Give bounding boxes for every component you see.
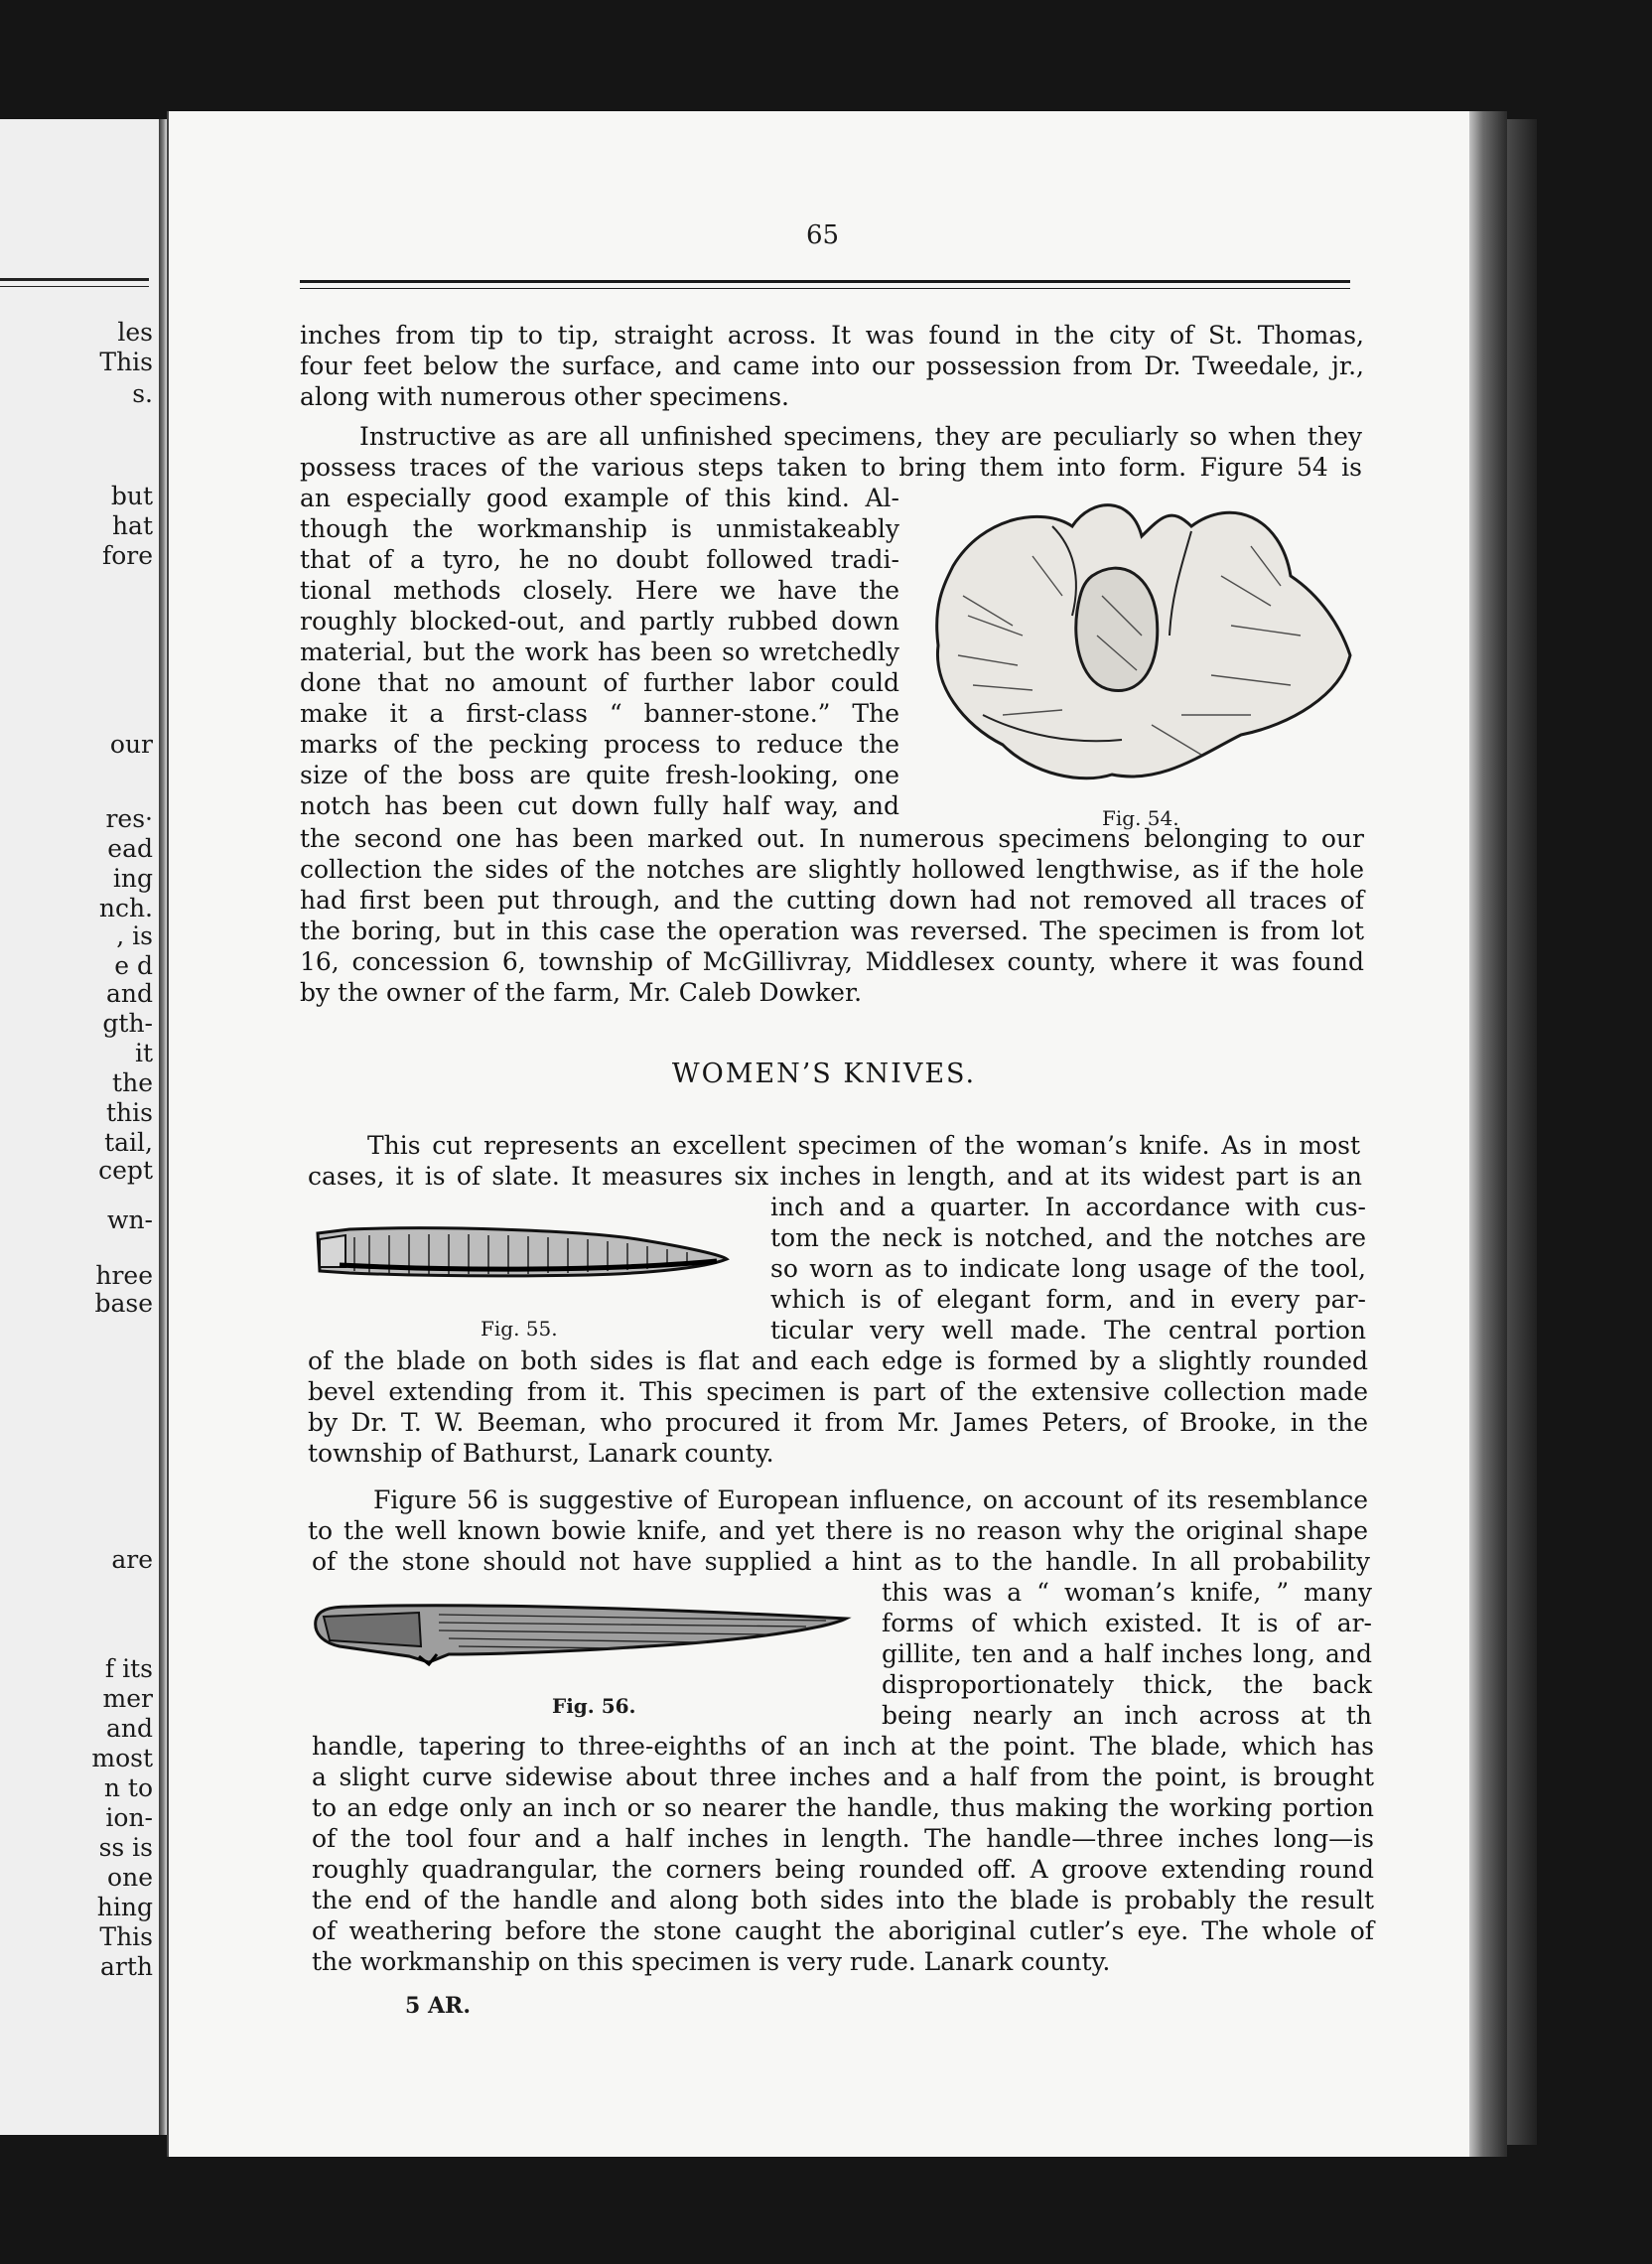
text-line: marks of the pecking process to reduce the <box>300 730 899 759</box>
text-line: cases, it is of slate. It measures six inches in length, and at its widest part is an <box>308 1162 1362 1191</box>
left-page-text-fragment: ing <box>112 864 153 893</box>
left-page-text-fragment: n to <box>103 1773 153 1802</box>
text-line: make it a first-class “ banner-stone.” The <box>300 699 899 728</box>
text-line: disproportionately thick, the back <box>882 1670 1372 1699</box>
text-line: roughly blocked-out, and partly rubbed down <box>300 607 899 636</box>
left-page-text-fragment: hat <box>111 511 153 540</box>
figure-55-caption: Fig. 55. <box>481 1317 558 1341</box>
text-line: This cut represents an excellent specimen of the woman’s knife. As in most <box>367 1131 1360 1160</box>
left-page-text-fragment: base <box>94 1289 153 1318</box>
text-line: Instructive as are all unfinished specimens, they are peculiarly so when they <box>359 422 1362 451</box>
text-line: a slight curve sidewise about three inches and a half from the point, is brought <box>312 1763 1374 1791</box>
text-line: the end of the handle and along both sides into the blade is probably the result <box>312 1886 1374 1914</box>
text-line: an especially good example of this kind. Al- <box>300 484 899 512</box>
text-line: notch has been cut down fully half way, and <box>300 791 899 820</box>
header-rule <box>300 280 1350 283</box>
text-line: though the workmanship is unmistakeably <box>300 514 899 543</box>
left-page-text-fragment: les <box>117 318 153 347</box>
left-page-text-fragment: wn- <box>107 1205 153 1234</box>
text-line: 16, concession 6, township of McGillivray, Middlesex county, where it was found <box>300 947 1364 976</box>
text-line: collection the sides of the notches are slightly hollowed lengthwise, as if the hole <box>300 855 1364 884</box>
book-edge <box>1507 119 1537 2145</box>
left-page-rule <box>0 286 149 287</box>
text-line: the boring, but in this case the operation was reversed. The specimen is from lot <box>300 917 1364 945</box>
text-line: that of a tyro, he no doubt followed tradi- <box>300 545 899 574</box>
text-line: by the owner of the farm, Mr. Caleb Dowker. <box>300 978 863 1007</box>
gutter <box>159 119 167 2135</box>
figure-56-caption: Fig. 56. <box>552 1694 636 1718</box>
text-line: roughly quadrangular, the corners being rounded off. A groove extending round <box>312 1855 1374 1884</box>
left-page-text-fragment: and <box>105 979 153 1008</box>
figure-56-bowie-knife <box>310 1599 856 1678</box>
text-line: possess traces of the various steps taken to bring them into form. Figure 54 is <box>300 453 1362 482</box>
left-page-text-fragment: tail, <box>104 1128 153 1157</box>
text-line: handle, tapering to three-eighths of an inch at the point. The blade, which has <box>312 1732 1374 1761</box>
text-line: done that no amount of further labor could <box>300 668 899 697</box>
left-page-text-fragment: this <box>106 1098 153 1127</box>
left-page-text-fragment: are <box>111 1545 153 1574</box>
text-line: of the stone should not have supplied a hint as to the handle. In all probability <box>312 1547 1370 1576</box>
left-page-text-fragment: ion- <box>105 1803 153 1832</box>
left-page-text-fragment: and <box>105 1714 153 1743</box>
text-line: by Dr. T. W. Beeman, who procured it from Mr. James Peters, of Brooke, in the <box>308 1408 1368 1437</box>
left-page-text-fragment: f its <box>104 1654 153 1683</box>
text-line: which is of elegant form, and in every par- <box>770 1285 1366 1314</box>
section-heading: WOMEN’S KNIVES. <box>671 1059 977 1089</box>
left-page-rule <box>0 278 149 281</box>
header-rule-thin <box>300 288 1350 289</box>
text-line: so worn as to indicate long usage of the tool, <box>770 1254 1366 1283</box>
banner-stone-illustration <box>923 487 1360 804</box>
left-page-text-fragment: one <box>107 1863 153 1892</box>
bowie-knife-illustration <box>310 1599 856 1678</box>
left-page-text-fragment: the <box>112 1068 153 1097</box>
text-line: size of the boss are quite fresh-looking, one <box>300 761 899 789</box>
text-line: tional methods closely. Here we have the <box>300 576 899 605</box>
left-page-text-fragment: e d <box>114 951 153 980</box>
figure-54-caption: Fig. 54. <box>1102 806 1179 830</box>
text-line: the workmanship on this specimen is very rude. Lanark county. <box>312 1947 1111 1976</box>
text-line: being nearly an inch across at th <box>882 1701 1372 1730</box>
left-page-text-fragment: hing <box>96 1893 153 1921</box>
left-page-text-fragment: but <box>110 482 153 510</box>
left-page-text-fragment: fore <box>101 541 153 570</box>
left-page-fragment <box>0 119 159 2135</box>
left-page-text-fragment: hree <box>95 1261 153 1290</box>
text-line: bevel extending from it. This specimen is part of the extensive collection made <box>308 1377 1368 1406</box>
text-line: the second one has been marked out. In numerous specimens belonging to our <box>300 824 1364 853</box>
text-line: ticular very well made. The central portion <box>770 1316 1366 1344</box>
text-line: township of Bathurst, Lanark county. <box>308 1439 774 1468</box>
text-line: of the blade on both sides is flat and each edge is formed by a slightly rounded <box>308 1346 1368 1375</box>
text-line: to an edge only an inch or so nearer the handle, thus making the working portion <box>312 1793 1374 1822</box>
text-line: inches from tip to tip, straight across. It was found in the city of St. Thomas, <box>300 321 1364 350</box>
text-line: this was a “ woman’s knife, ” many <box>882 1578 1372 1607</box>
left-page-text-fragment: mer <box>102 1684 153 1713</box>
left-page-text-fragment: s. <box>132 379 153 408</box>
text-line: forms of which existed. It is of ar- <box>882 1609 1372 1637</box>
figure-54-banner-stone <box>923 487 1360 804</box>
text-line: inch and a quarter. In accordance with cus- <box>770 1193 1366 1221</box>
left-page-text-fragment: most <box>91 1744 153 1772</box>
text-line: along with numerous other specimens. <box>300 382 789 411</box>
left-page-text-fragment: res· <box>105 804 153 833</box>
text-line: Figure 56 is suggestive of European influence, on account of its resemblance <box>373 1486 1368 1514</box>
left-page-text-fragment: it <box>134 1039 153 1067</box>
text-line: to the well known bowie knife, and yet there is no reason why the original shape <box>308 1516 1368 1545</box>
figure-55-slate-knife <box>310 1215 737 1295</box>
text-line: of weathering before the stone caught the aboriginal cutler’s eye. The whole of <box>312 1916 1374 1945</box>
left-page-text-fragment: This <box>99 348 153 376</box>
text-line: four feet below the surface, and came into our possession from Dr. Tweedale, jr., <box>300 352 1364 380</box>
left-page-text-fragment: gth- <box>102 1009 153 1038</box>
text-line: material, but the work has been so wretchedly <box>300 637 899 666</box>
page-number: 65 <box>806 220 840 250</box>
signature-mark: 5 AR. <box>405 1993 471 2019</box>
text-line: gillite, ten and a half inches long, and <box>882 1639 1372 1668</box>
slate-knife-illustration <box>310 1215 737 1295</box>
left-page-text-fragment: cept <box>98 1156 153 1185</box>
left-page-text-fragment: ead <box>107 834 153 863</box>
text-line: of the tool four and a half inches in length. The handle—three inches long—is <box>312 1824 1374 1853</box>
text-line: tom the neck is notched, and the notches are <box>770 1223 1366 1252</box>
left-page-text-fragment: ss is <box>98 1833 153 1862</box>
left-page-text-fragment: , is <box>116 921 153 950</box>
text-line: had first been put through, and the cutting down had not removed all traces of <box>300 886 1364 915</box>
left-page-text-fragment: arth <box>99 1952 153 1981</box>
left-page-text-fragment: This <box>99 1922 153 1951</box>
left-page-text-fragment: our <box>109 730 153 759</box>
book-spine <box>1467 111 1507 2157</box>
left-page-text-fragment: nch. <box>98 894 153 922</box>
